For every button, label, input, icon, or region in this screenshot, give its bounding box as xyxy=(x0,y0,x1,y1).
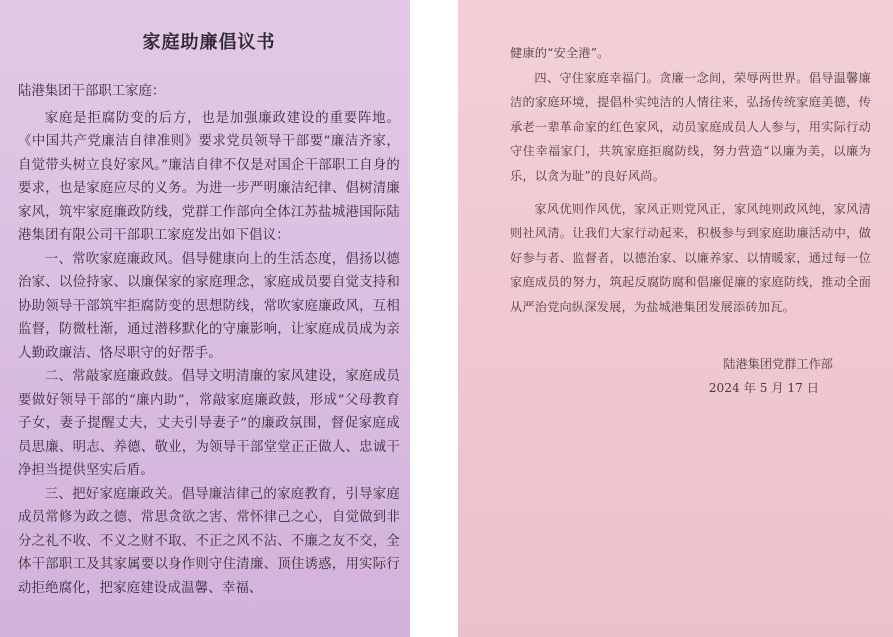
intro-paragraph: 家庭是拒腐防变的后方，也是加强廉政建设的重要阵地。《中国共产党廉洁自律准则》要求党员领导干部要“廉洁齐家，自觉带头树立良好家风。”廉洁自律不仅是对国企干部职工自身的要求，也是家庭应尽的义务。为进一步严明廉洁纪律、倡树清廉家风，筑牢家庭廉政防线，党群工作部向全体江苏盐城港国际陆港集团有限公司干部职工家庭发出如下倡议： xyxy=(18,110,400,243)
initiative-1-paragraph: 一、常吹家庭廉政风。倡导健康向上的生活态度，倡扬以德治家、以俭持家、以廉保家的家庭理念，家庭成员要自觉支持和协助领导干部筑牢拒腐防变的思想防线，常吹家庭廉政风，互相监督，防微杜渐，通过潜移默化的守廉影响，让家庭成员成为亲人勤政廉洁、恪尽职守的好帮手。 xyxy=(18,251,400,361)
document-title: 家庭助廉倡议书 xyxy=(142,32,276,53)
initiative-3-paragraph: 三、把好家庭廉政关。倡导廉洁律己的家庭教育，引导家庭成员常修为政之德、常思贪欲之害、常怀律己之心，自觉做到非分之礼不收、不义之财不取、不正之风不沾、不廉之友不交，全体干部职工及其家属要以身作则守住清廉、顶住诱惑，用实际行动拒绝腐化，把家庭建设成温馨、幸福、 xyxy=(18,486,400,596)
left-document-page xyxy=(0,0,410,637)
initiative-4-paragraph: 四、守住家庭幸福门。贪廉一念间，荣辱两世界。倡导温馨廉洁的家庭环境，提倡朴实纯洁的人情往来，弘扬传统家庭美德，传承老一辈革命家的红色家风，动员家庭成员人人参与，用实际行动守住幸福家门，共筑家庭拒腐防线，努力营造“以廉为美，以廉为乐，以贪为耻”的良好风尚。 xyxy=(510,70,871,183)
signature-date: 2024 年 5 月 17 日 xyxy=(708,380,819,395)
signature-organization: 陆港集团党群工作部 xyxy=(723,356,833,371)
right-document-page xyxy=(458,0,893,637)
continuation-text: 健康的“安全港”。 xyxy=(510,46,610,60)
initiative-2-paragraph: 二、常敲家庭廉政鼓。倡导文明清廉的家风建设，家庭成员要做好领导干部的“廉内助”，常敲家庭廉政鼓，形成“父母教育子女，妻子提醒丈夫，丈夫引导妻子”的廉政氛围，督促家庭成员思廉、明志、养德、敬业，为领导干部堂堂正正做人、忠诚干净担当提供坚实后盾。 xyxy=(18,369,400,478)
closing-paragraph: 家风优则作风优，家风正则党风正，家风纯则政风纯，家风清则社风清。让我们大家行动起来，积极参与到家庭助廉活动中，做好参与者、监督者，以德治家、以廉养家、以情暖家，通过每一位家庭成员的努力，筑起反腐防腐和倡廉促廉的家庭防线，推动全面从严治党向纵深发展，为盐城港集团发展添砖加瓦。 xyxy=(510,201,871,314)
salutation: 陆港集团干部职工家庭： xyxy=(18,84,166,99)
